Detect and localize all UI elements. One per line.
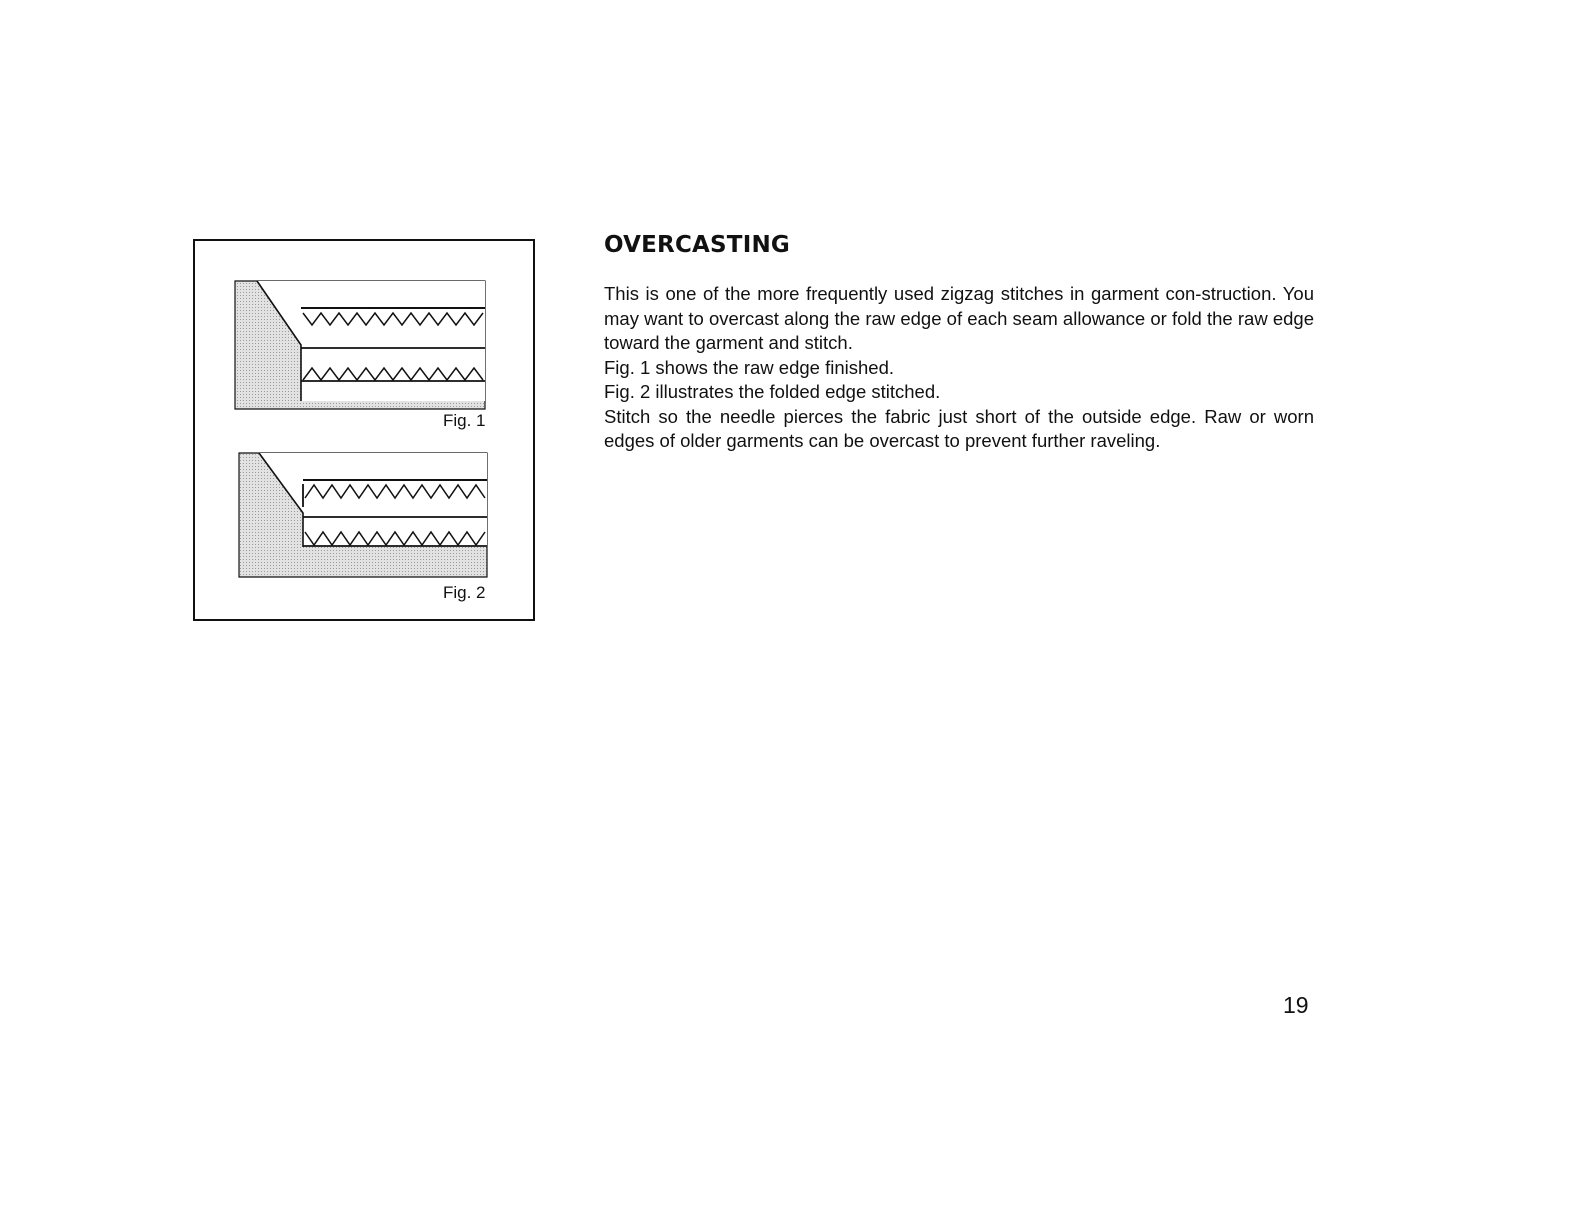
section-title: OVERCASTING [604,232,790,258]
fig2-caption: Fig. 2 [443,583,486,602]
instruction-text [604,232,1314,454]
overcast-figures-illustration [195,241,535,621]
fig2-illustration [239,453,487,577]
figure-panel [193,239,535,621]
fig1-description: Fig. 1 shows the raw edge finished. [604,356,894,378]
stitch-instruction: Stitch so the needle pierces the fabric just short of the outside edge. Raw or worn edges of older garments can be overcast to prevent further raveling. [604,405,1314,451]
intro-paragraph: This is one of the more frequently used zigzag stitches in garment con-struction. You may want to overcast along the raw edge of each seam allowance or fold the raw edge toward the garment and stitch. [604,283,1314,353]
fig2-description: Fig. 2 illustrates the folded edge stitched. [604,381,941,402]
page-number: 19 [1283,992,1309,1018]
fig1-illustration [235,281,485,409]
fig1-caption: Fig. 1 [443,411,486,430]
